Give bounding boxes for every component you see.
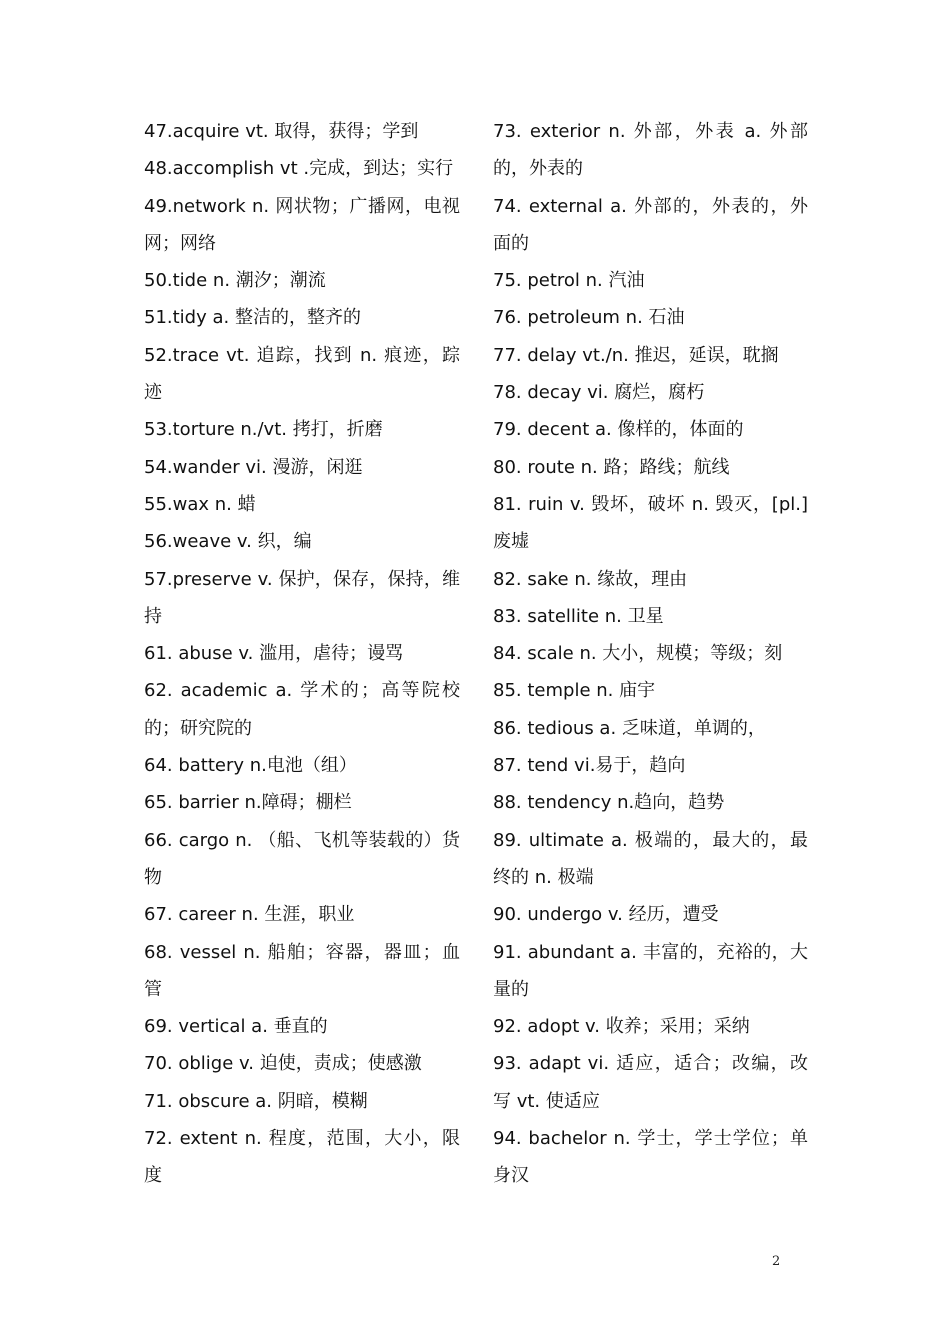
vocab-entry: 64. battery n.电池（组） [144,755,357,777]
vocab-entry: 68. vessel n. 船舶；容器，器皿；血管 [144,941,460,1000]
vocab-entry: 87. tend vi.易于，趋向 [493,755,686,777]
vocab-entry: 67. career n. 生涯，职业 [144,904,355,926]
vocab-entry: 82. sake n. 缘故，理由 [493,568,688,590]
vocab-entry: 47.acquire vt. 取得，获得；学到 [144,121,419,142]
vocab-entry: 56.weave v. 织，编 [144,531,312,553]
vocab-entry: 81. ruin v. 毁坏，破坏 n. 毁灭，[pl.]废墟 [493,493,808,553]
vocab-entry: 74. external a. 外部的，外表的，外面的 [493,195,808,254]
vocab-entry: 78. decay vi. 腐烂，腐朽 [493,382,705,404]
vocab-entry: 57.preserve v. 保护，保存，保持，维持 [144,568,460,627]
vocab-entry: 84. scale n. 大小，规模；等级；刻 [493,643,783,665]
vocab-entry: 86. tedious a. 乏味道，单调的， [493,717,766,739]
vocab-entry: 90. undergo v. 经历，遭受 [493,904,719,926]
vocab-entry: 54.wander vi. 漫游，闲逛 [144,456,363,478]
vocab-entry: 48.accomplish vt .完成，到达；实行 [144,158,454,180]
vocab-entry: 62. academic a. 学术的；高等院校的；研究院的 [144,680,460,739]
vocab-entry: 88. tendency n.趋向，趋势 [493,792,725,814]
vocab-entry: 70. oblige v. 迫使，责成；使感激 [144,1053,422,1075]
right-vocabulary-column [493,113,808,1195]
vocab-entry: 76. petroleum n. 石油 [493,307,685,329]
vocab-entry: 91. abundant a. 丰富的，充裕的，大量的 [493,941,808,1000]
vocab-entry: 94. bachelor n. 学士，学士学位；单身汉 [493,1128,808,1187]
vocab-entry: 79. decent a. 像样的，体面的 [493,419,744,441]
vocab-entry: 66. cargo n. （船、飞机等装载的）货物 [144,829,460,888]
vocab-entry: 92. adopt v. 收养；采用；采纳 [493,1016,750,1038]
vocab-entry: 69. vertical a. 垂直的 [144,1016,328,1038]
vocab-entry: 65. barrier n.障碍；棚栏 [144,792,352,814]
vocab-entry: 50.tide n. 潮汐；潮流 [144,270,326,292]
vocab-entry: 83. satellite n. 卫星 [493,605,664,627]
vocab-entry: 93. adapt vi. 适应，适合；改编，改写 vt. 使适应 [493,1053,808,1112]
vocab-entry: 73. exterior n. 外部，外表 a. 外部的，外表的 [493,121,808,180]
vocab-entry: 72. extent n. 程度，范围，大小，限度 [144,1128,460,1187]
vocab-entry: 52.trace vt. 追踪，找到 n. 痕迹，踪迹 [144,344,460,404]
vocab-entry: 89. ultimate a. 极端的，最大的，最终的 n. 极端 [493,829,808,888]
left-vocabulary-column [144,113,460,1195]
vocab-entry: 80. route n. 路；路线；航线 [493,456,730,478]
page-number: 2 [772,1254,781,1269]
vocab-entry: 85. temple n. 庙宇 [493,680,656,702]
vocab-entry: 61. abuse v. 滥用，虐待；谩骂 [144,643,404,665]
vocab-entry: 55.wax n. 蜡 [144,493,256,515]
vocab-entry: 53.torture n./vt. 拷打，折磨 [144,419,383,441]
vocab-entry: 49.network n. 网状物；广播网，电视网；网络 [144,195,460,254]
vocab-entry: 77. delay vt./n. 推迟，延误，耽搁 [493,344,779,366]
vocab-entry: 75. petrol n. 汽油 [493,270,645,292]
vocab-entry: 71. obscure a. 阴暗，模糊 [144,1090,368,1112]
vocab-entry: 51.tidy a. 整洁的，整齐的 [144,307,361,329]
